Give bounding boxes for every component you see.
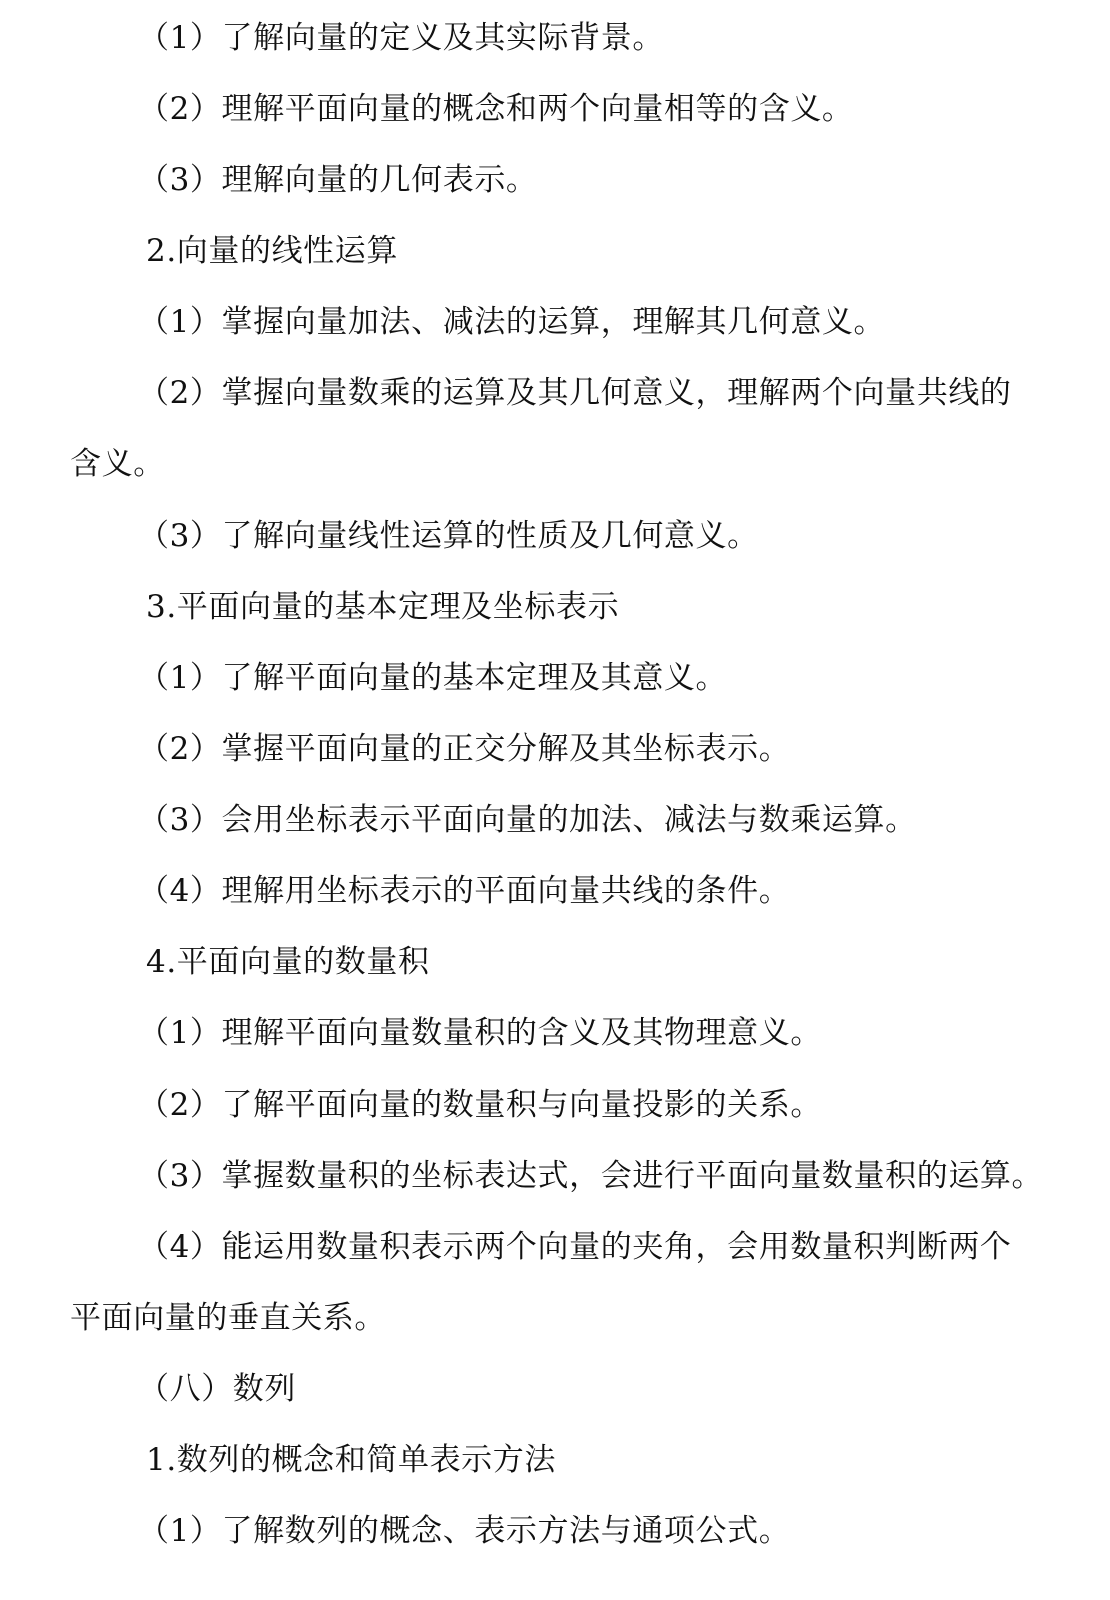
text-line: （2）掌握平面向量的正交分解及其坐标表示。 [138,731,791,767]
text-line: （1）了解向量的定义及其实际背景。 [138,20,664,56]
text-line: （3）会用坐标表示平面向量的加法、减法与数乘运算。 [138,802,917,838]
text-line-continuation: 平面向量的垂直关系。 [70,1300,386,1336]
text-line-continuation: 含义。 [70,446,165,482]
text-line: （4）能运用数量积表示两个向量的夹角，会用数量积判断两个 [138,1229,1012,1265]
text-line: （1）掌握向量加法、减法的运算，理解其几何意义。 [138,304,886,340]
text-line: （3）理解向量的几何表示。 [138,162,538,198]
text-line: （2）掌握向量数乘的运算及其几何意义，理解两个向量共线的 [138,375,1012,411]
chapter-heading: （八）数列 [138,1371,296,1407]
section-heading: 3.平面向量的基本定理及坐标表示 [146,589,620,625]
text-line: （1）了解数列的概念、表示方法与通项公式。 [138,1513,791,1549]
text-line: （3）了解向量线性运算的性质及几何意义。 [138,518,759,554]
text-line: （2）了解平面向量的数量积与向量投影的关系。 [138,1087,822,1123]
section-heading: 4.平面向量的数量积 [146,944,430,980]
text-line: （3）掌握数量积的坐标表达式，会进行平面向量数量积的运算。 [138,1158,1044,1194]
text-line: （2）理解平面向量的概念和两个向量相等的含义。 [138,91,854,127]
section-heading: 1.数列的概念和简单表示方法 [146,1442,556,1478]
text-line: （1）了解平面向量的基本定理及其意义。 [138,660,728,696]
section-heading: 2.向量的线性运算 [146,233,398,269]
text-line: （1）理解平面向量数量积的含义及其物理意义。 [138,1015,822,1051]
text-line: （4）理解用坐标表示的平面向量共线的条件。 [138,873,791,909]
